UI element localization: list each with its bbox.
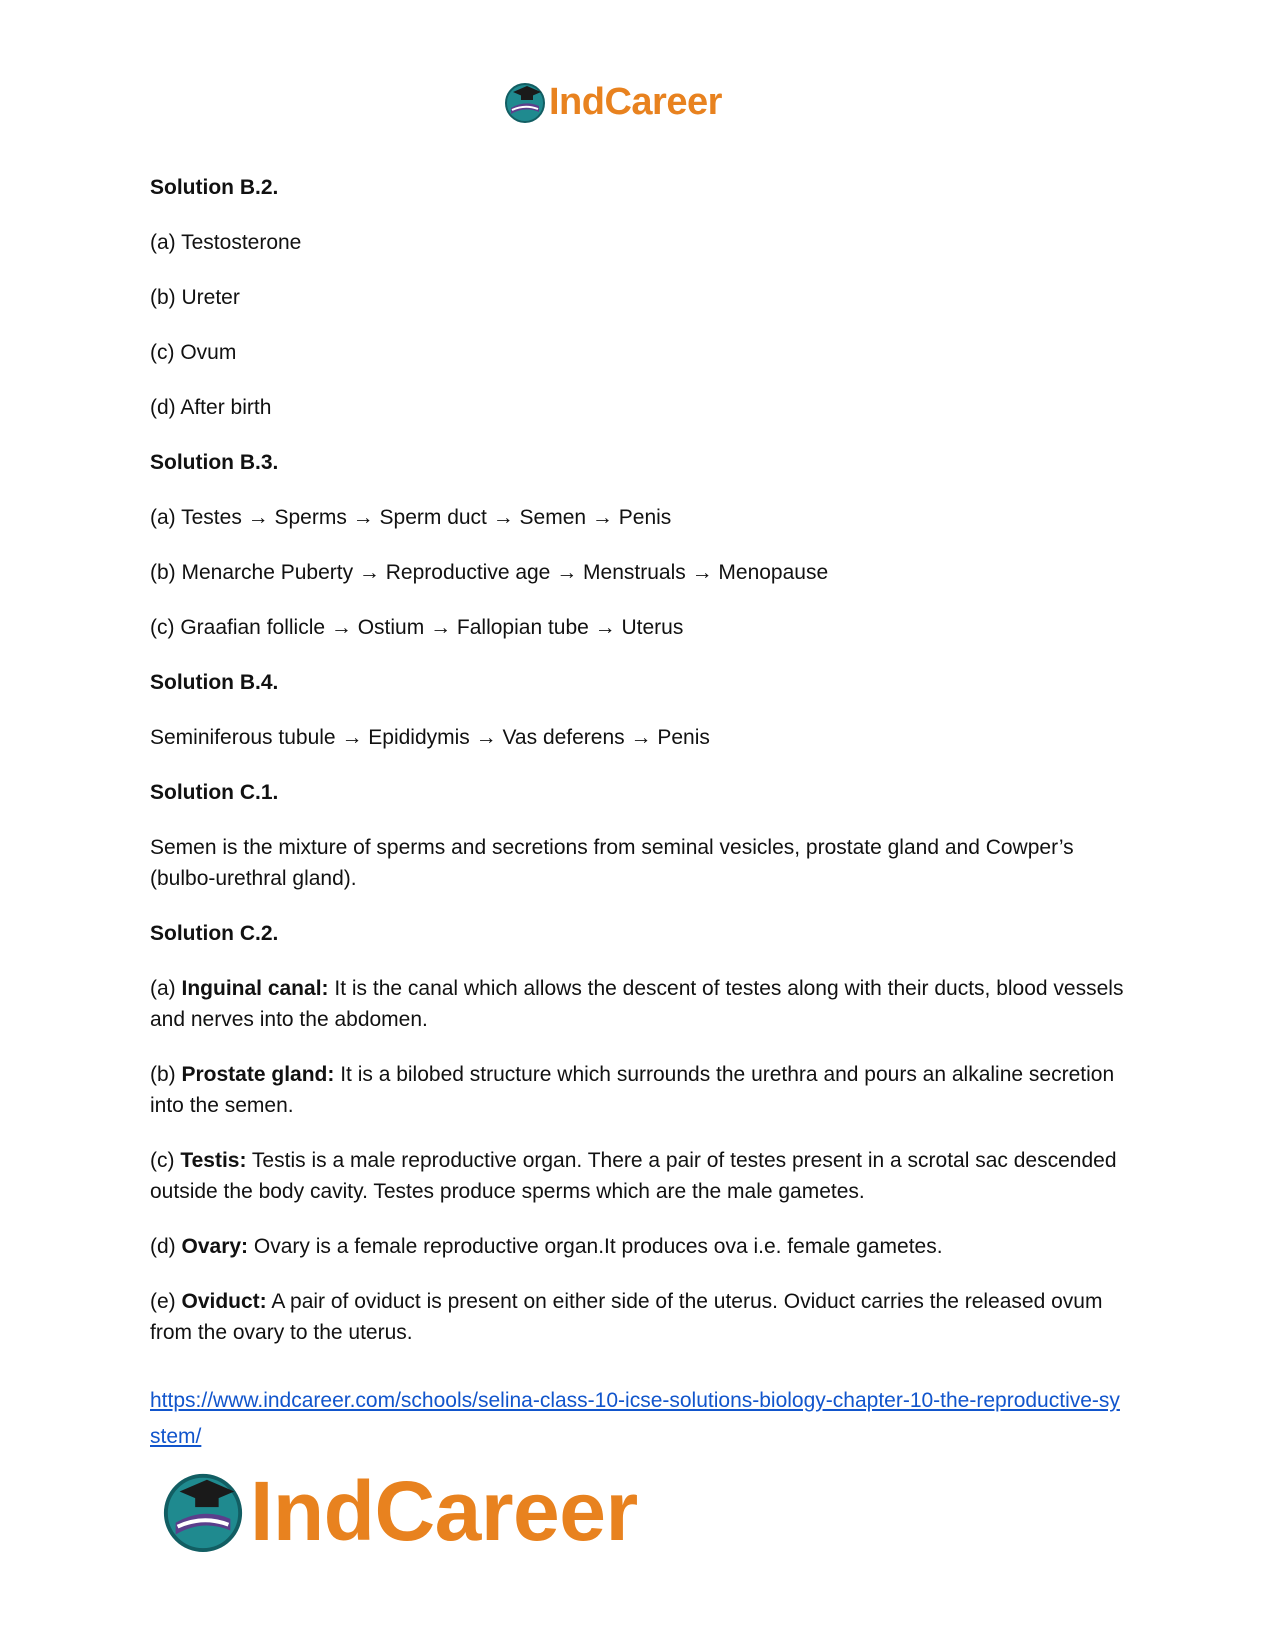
definition-item [150, 1059, 1130, 1121]
item-prefix: (c) [150, 1149, 181, 1172]
section-heading: Solution B.4. [150, 671, 279, 694]
definition-term: Ovary: [181, 1235, 249, 1258]
source-link[interactable]: https://www.indcareer.com/schools/selina-class-10-icse-solutions-biology-chapter-10-the-reproductive-system/ [150, 1389, 1120, 1448]
item-prefix: (e) [150, 1290, 182, 1313]
definition-text: Testis is a male reproductive organ. There a pair of testes present in a scrotal sac descended outside the body cavity. Testes produce sperms which are the male gametes. [150, 1149, 1117, 1203]
section-heading: Solution B.3. [150, 451, 279, 474]
definition-item [150, 1286, 1130, 1348]
definition-text: Ovary is a female reproductive organ.It produces ova i.e. female gametes. [248, 1235, 943, 1258]
answer-line: (b) Ureter [150, 286, 240, 309]
answer-line: (a) Testes → Sperms → Sperm duct → Semen → Penis [150, 506, 672, 529]
definition-term: Oviduct: [181, 1290, 267, 1313]
item-prefix: (d) [150, 1235, 182, 1258]
definition-term: Testis: [180, 1149, 247, 1172]
definition-term: Inguinal canal: [181, 977, 329, 1000]
answer-line: (b) Menarche Puberty → Reproductive age → Menstruals → Menopause [150, 561, 829, 584]
logo-wordmark: IndCareer [250, 1464, 638, 1558]
globe-graduate-icon [160, 1468, 246, 1554]
definition-item [150, 1145, 1130, 1207]
definition-item [150, 1231, 1130, 1262]
answer-line: (c) Graafian follicle → Ostium → Fallopian tube → Uterus [150, 616, 684, 639]
definition-item [150, 973, 1130, 1035]
globe-graduate-icon [503, 80, 547, 124]
section-heading: Solution C.1. [150, 781, 279, 804]
item-prefix: (a) [150, 977, 182, 1000]
logo-wordmark: IndCareer [549, 81, 722, 123]
definition-text: A pair of oviduct is present on either side of the uterus. Oviduct carries the released ovum from the ovary to the uterus. [150, 1290, 1103, 1344]
answer-line: Seminiferous tubule → Epididymis → Vas deferens → Penis [150, 726, 710, 749]
header-logo [503, 80, 722, 124]
definition-term: Prostate gland: [181, 1063, 335, 1086]
section-heading: Solution C.2. [150, 922, 279, 945]
footer-logo [160, 1463, 638, 1559]
answer-paragraph: Semen is the mixture of sperms and secretions from seminal vesicles, prostate gland and Cowper’s (bulbo-urethral gland). [150, 836, 1074, 890]
definition-text: It is the canal which allows the descent of testes along with their ducts, blood vessels and nerves into the abdomen. [150, 977, 1124, 1031]
section-heading: Solution B.2. [150, 176, 279, 199]
item-prefix: (b) [150, 1063, 182, 1086]
document-body [150, 172, 1130, 1372]
answer-line: (a) Testosterone [150, 231, 302, 254]
answer-line: (d) After birth [150, 396, 272, 419]
answer-line: (c) Ovum [150, 341, 237, 364]
definition-text: It is a bilobed structure which surrounds the urethra and pours an alkaline secretion into the semen. [150, 1063, 1115, 1117]
